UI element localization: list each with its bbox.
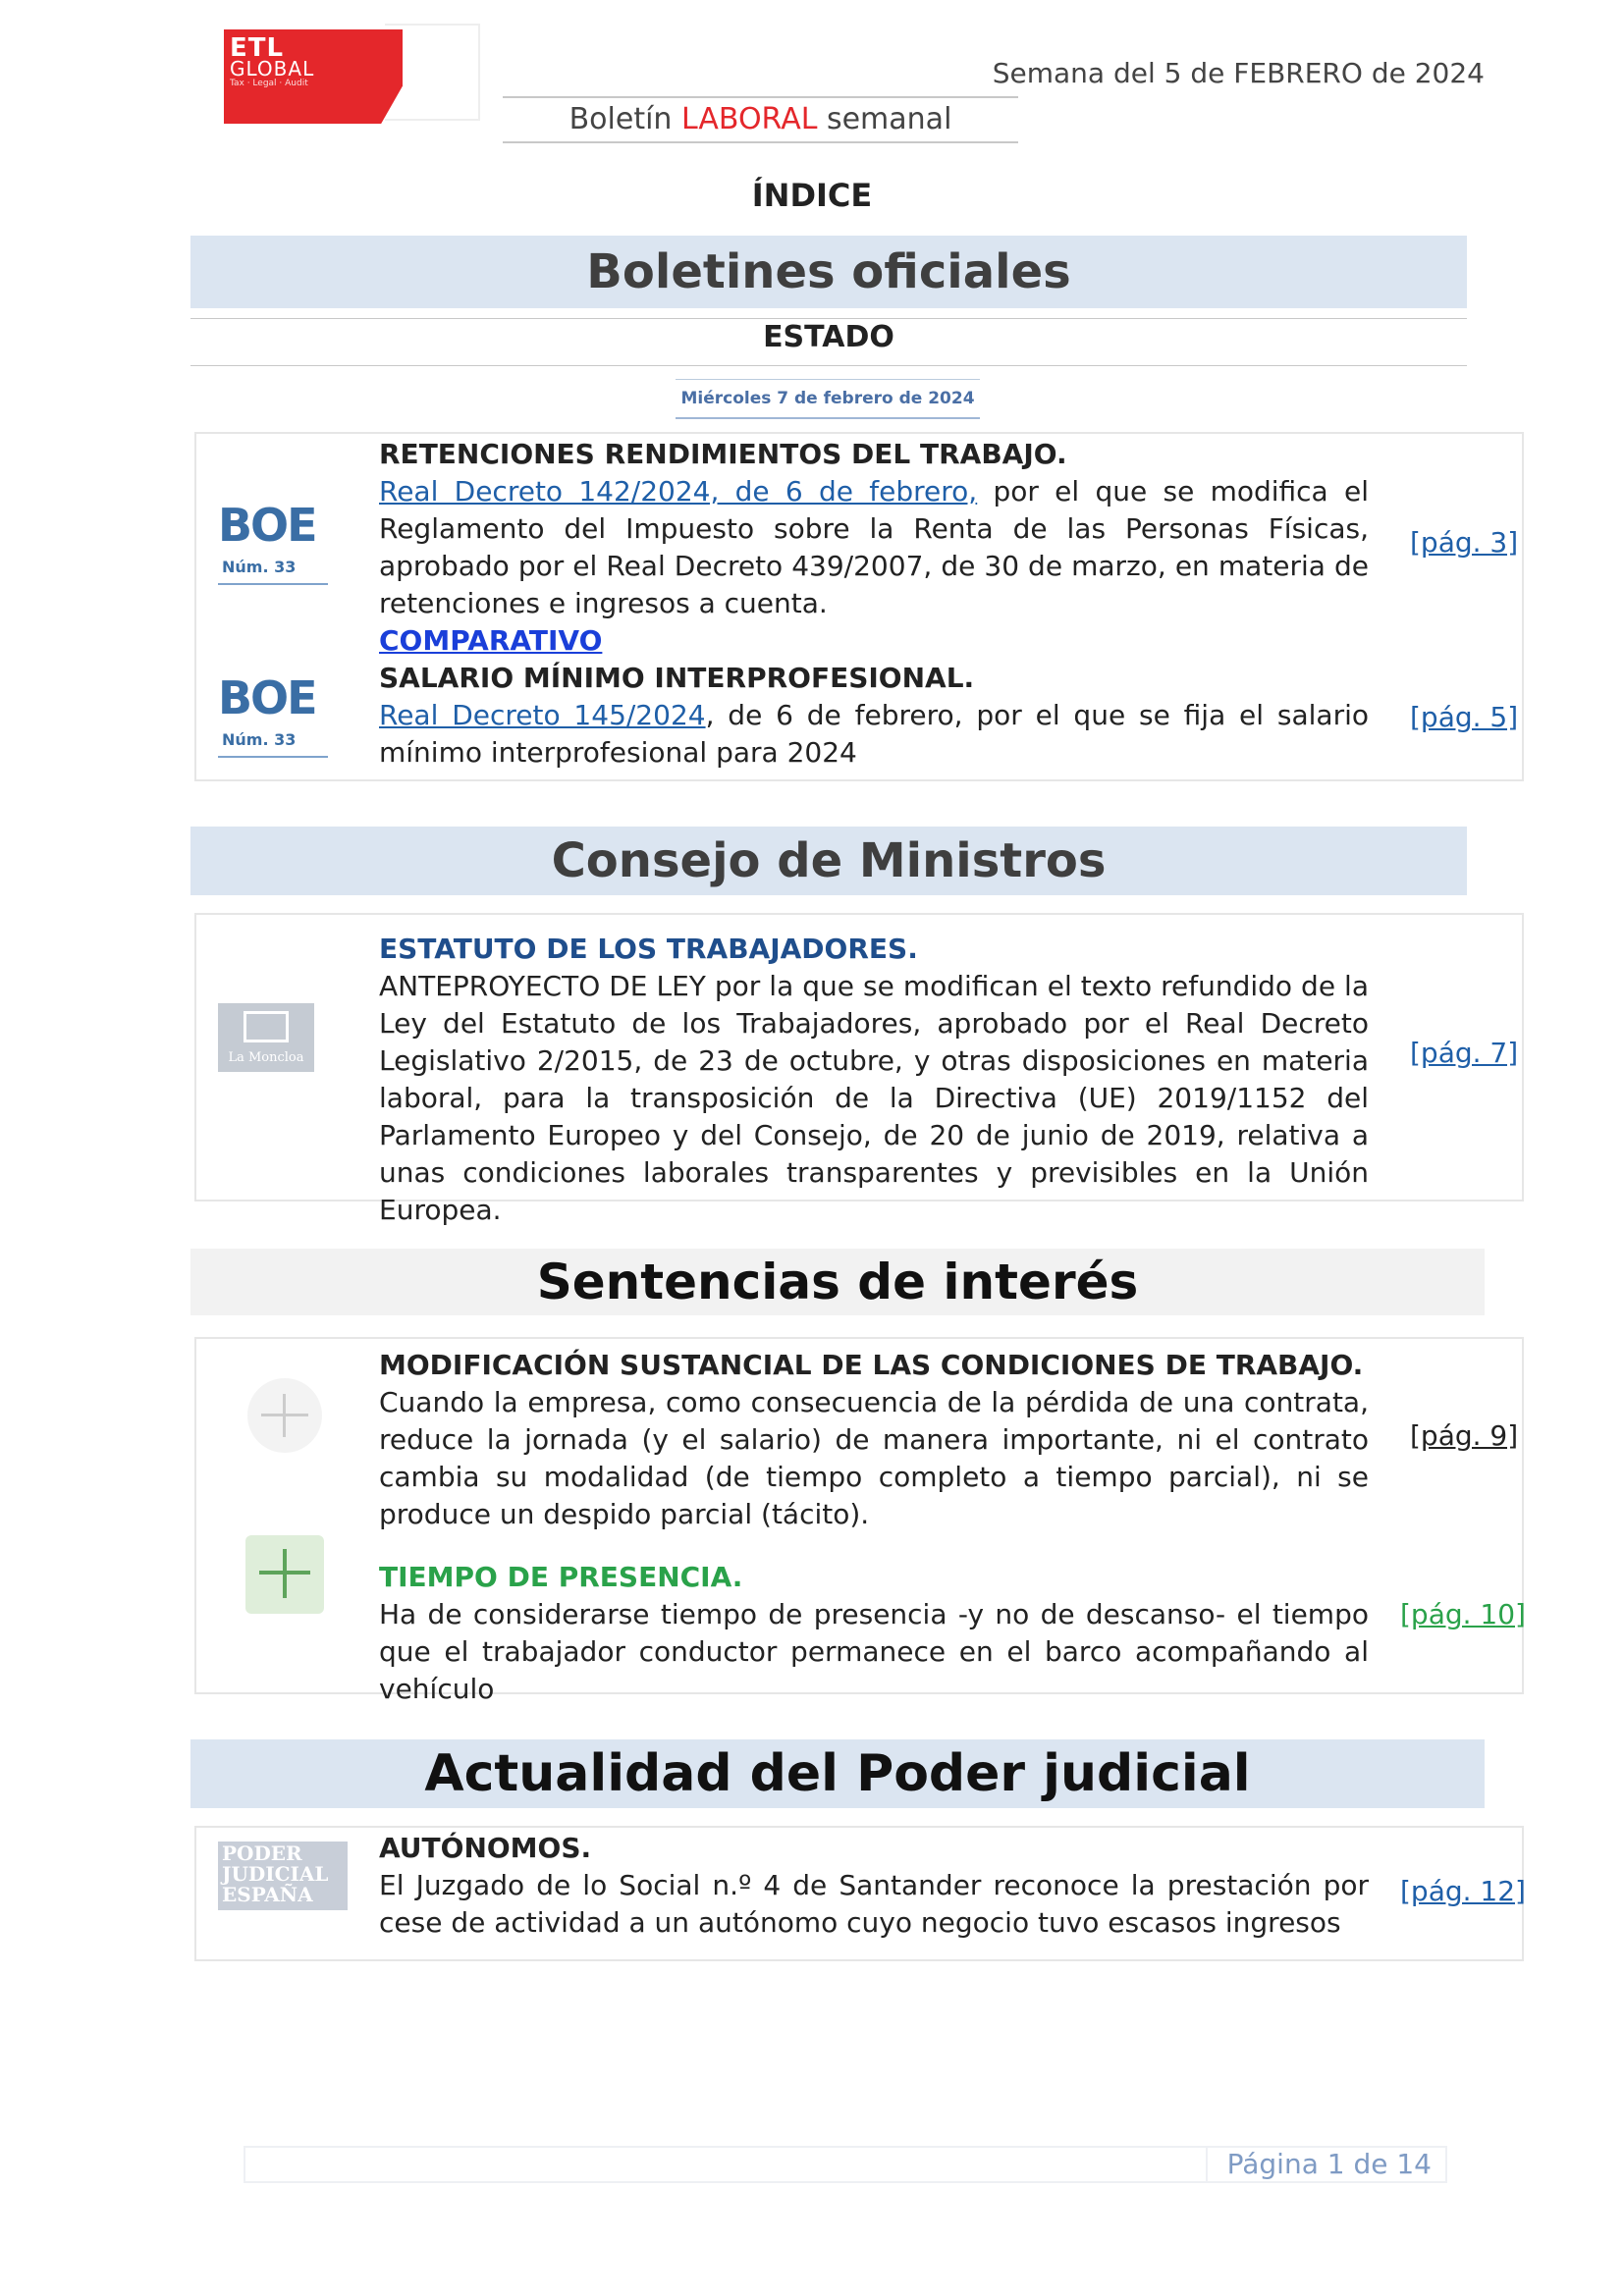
section-banner-boletines: Boletines oficiales	[190, 236, 1467, 308]
page-link-3[interactable]: [pág. 3]	[1410, 526, 1519, 559]
item-title: ESTATUTO DE LOS TRABAJADORES.	[379, 933, 918, 965]
page-link-9[interactable]: [pág. 9]	[1410, 1419, 1519, 1452]
section-banner-sentencias: Sentencias de interés	[190, 1249, 1485, 1315]
footer-divider	[1206, 2146, 1208, 2181]
estado-rule-top	[190, 318, 1467, 319]
item-title: SALARIO MÍNIMO INTERPROFESIONAL.	[379, 662, 975, 694]
item-text: El Juzgado de lo Social n.º 4 de Santander reconoce la prestación por cese de actividad a un autónomo cuyo negocio tuvo escasos ingresos	[379, 1869, 1369, 1939]
boletin-item-1	[379, 436, 1369, 660]
item-description: por el que se modifica el Reglamento del Impuesto sobre la Renta de las Personas Físicas, aprobado por el Real Decreto 439/2007, de 30 de marzo, en materia de retenciones e ingresos a cuenta.	[379, 475, 1370, 619]
icon-line-2: JUDICIAL	[222, 1862, 329, 1886]
header-rule-top	[503, 96, 1018, 98]
boe-icon-word: BOE	[218, 499, 316, 552]
page-link-5[interactable]: [pág. 5]	[1410, 701, 1519, 733]
page-link-10[interactable]: [pág. 10]	[1400, 1598, 1526, 1630]
icon-line-1: PODER	[222, 1842, 302, 1865]
index-title: ÍNDICE	[751, 177, 873, 214]
item-text: Ha de considerarse tiempo de presencia -y no de descanso- el tiempo que el trabajador conductor permanece en el barco acompañando al vehículo	[379, 1598, 1369, 1705]
scales-post	[283, 1394, 286, 1437]
poder-item	[379, 1830, 1369, 1942]
boe-icon-number: Núm. 33	[222, 730, 297, 749]
item-title: TIEMPO DE PRESENCIA.	[379, 1561, 743, 1593]
poder-judicial-icon	[218, 1842, 348, 1910]
bulletin-prefix: Boletín	[568, 102, 681, 136]
bulletin-accent: LABORAL	[680, 102, 818, 136]
page-number: Página 1 de 14	[1226, 2148, 1432, 2180]
item-title: RETENCIONES RENDIMIENTOS DEL TRABAJO.	[379, 438, 1067, 470]
logo-text-tagline: Tax · Legal · Audit	[230, 79, 308, 88]
header-rule-bottom	[503, 141, 1018, 143]
moncloa-building-shape	[244, 1011, 289, 1042]
icon-line-3: ESPAÑA	[222, 1883, 313, 1906]
scales-icon	[247, 1378, 322, 1453]
logo-text-global: GLOBAL	[230, 57, 315, 80]
comparativo-link[interactable]: COMPARATIVO	[379, 624, 603, 657]
etl-global-logo	[218, 24, 478, 133]
real-decreto-145-link[interactable]: Real Decreto 145/2024	[379, 699, 706, 731]
week-label: Semana del 5 de FEBRERO de 2024	[992, 57, 1485, 89]
moncloa-icon	[218, 1003, 314, 1072]
page-link-12[interactable]: [pág. 12]	[1400, 1875, 1526, 1907]
green-scales-icon	[245, 1535, 324, 1614]
boe-icon-rule	[218, 583, 328, 585]
item-text: ANTEPROYECTO DE LEY por la que se modifican el texto refundido de la Ley del Estatuto de los Trabajadores, aprobado por el Real Decreto Legislativo 2/2015, de 23 de octubre, y otras disposiciones en materia laboral, para la transposición de la Directiva (UE) 2019/1152 del Parlamento Europeo y del Consejo, de 20 de junio de 2019, relativa a unas condiciones laborales transparentes y previsibles en la Unión Europea.	[379, 970, 1369, 1226]
estado-rule-bottom	[190, 365, 1467, 366]
page-link-7[interactable]: [pág. 7]	[1410, 1037, 1519, 1069]
real-decreto-142-link[interactable]: Real Decreto 142/2024, de 6 de febrero,	[379, 475, 978, 507]
boe-icon-number: Núm. 33	[222, 558, 297, 576]
moncloa-icon-label: La Moncloa	[228, 1050, 304, 1065]
publication-date: Miércoles 7 de febrero de 2024	[676, 379, 980, 419]
sentencia-item-2	[379, 1559, 1369, 1708]
item-description: , de 6 de febrero, por el que se fija el salario mínimo interprofesional para 2024	[379, 699, 1369, 769]
boe-icon-rule	[218, 756, 328, 758]
section-banner-poder: Actualidad del Poder judicial	[190, 1739, 1485, 1808]
boe-icon	[218, 499, 328, 591]
boletin-item-2	[379, 660, 1369, 772]
item-title: MODIFICACIÓN SUSTANCIAL DE LAS CONDICIONES DE TRABAJO.	[379, 1349, 1364, 1381]
sentencia-item-1	[379, 1347, 1369, 1533]
bulletin-suffix: semanal	[817, 102, 952, 136]
bulletin-title	[503, 102, 1018, 136]
item-title: AUTÓNOMOS.	[379, 1832, 592, 1864]
consejo-item	[379, 931, 1369, 1229]
item-text	[379, 473, 1369, 622]
estado-heading: ESTADO	[763, 320, 894, 354]
item-text: Cuando la empresa, como consecuencia de la pérdida de una contrata, reduce la jornada (y el salario) de manera importante, ni el contrato cambia su modalidad (de tiempo completo a tiempo parcial), ni se produce un despido parcial (tácito).	[379, 1386, 1369, 1530]
boe-icon-word: BOE	[218, 671, 316, 724]
poder-judicial-icon-text	[222, 1843, 328, 1905]
logo-text-etl: ETL	[230, 33, 285, 63]
item-text	[379, 697, 1369, 772]
boe-icon	[218, 671, 328, 764]
scales-post	[283, 1549, 287, 1598]
section-banner-consejo: Consejo de Ministros	[190, 827, 1467, 895]
